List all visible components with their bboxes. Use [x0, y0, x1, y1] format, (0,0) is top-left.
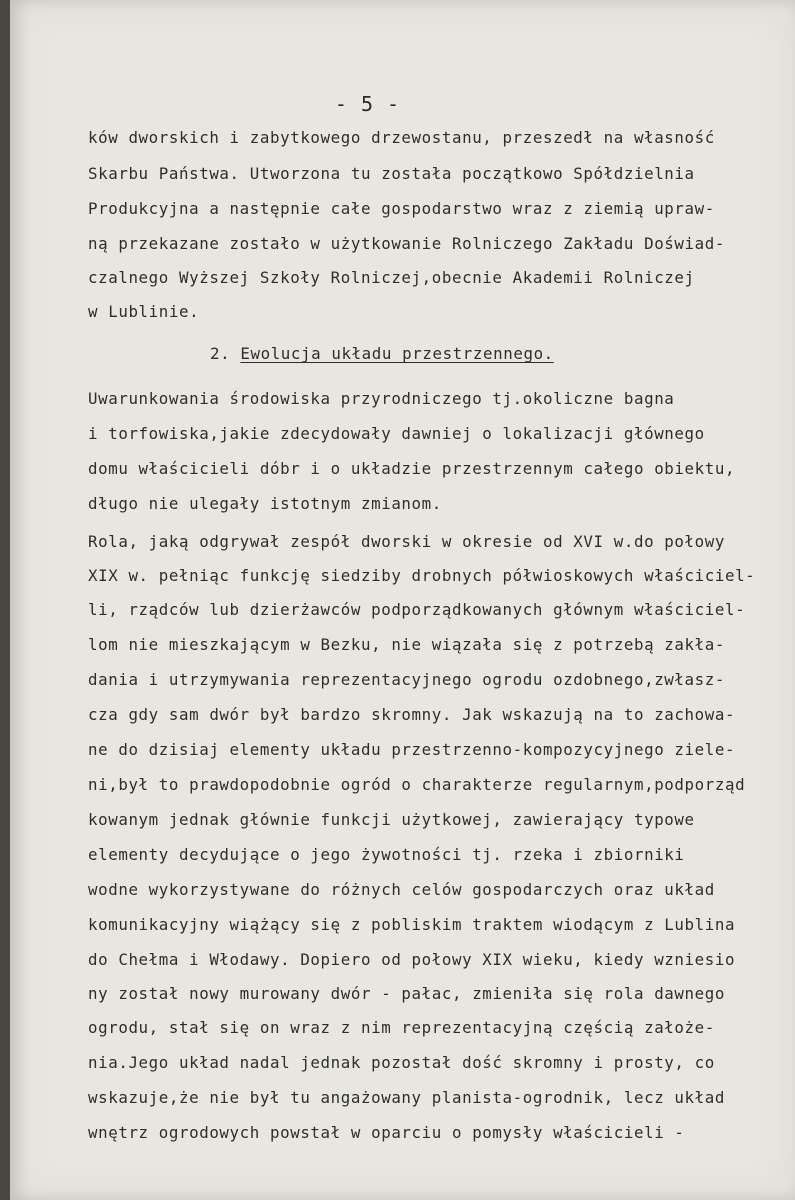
text-line: lom nie mieszkającym w Bezku, nie wiązała się z potrzebą zakła- [88, 635, 725, 654]
text-line: nia.Jego układ nadal jednak pozostał dość skromny i prosty, co [88, 1053, 715, 1072]
text-line: ni,był to prawdopodobnie ogród o charakterze regularnym,podporząd [88, 775, 746, 794]
text-line: dania i utrzymywania reprezentacyjnego ogrodu ozdobnego,zwłasz- [88, 670, 725, 689]
text-line: wodne wykorzystywane do różnych celów gospodarczych oraz układ [88, 880, 715, 899]
section-number: 2. [210, 344, 231, 363]
text-line: wnętrz ogrodowych powstał w oparciu o pomysły właścicieli - [88, 1123, 685, 1142]
text-line: ną przekazane zostało w użytkowanie Rolniczego Zakładu Doświad- [88, 234, 725, 253]
text-line: ków dworskich i zabytkowego drzewostanu, przeszedł na własność [88, 128, 715, 147]
section-title: Ewolucja układu przestrzennego. [240, 344, 554, 363]
text-line: długo nie ulegały istotnym zmianom. [88, 494, 442, 513]
text-line: w Lublinie. [88, 302, 200, 321]
text-line: li, rządców lub dzierżawców podporządkowanych głównym właściciel- [88, 600, 746, 619]
text-line: XIX w. pełniąc funkcję siedziby drobnych półwioskowych właściciel- [88, 566, 756, 585]
text-line: kowanym jednak głównie funkcji użytkowej, zawierający typowe [88, 810, 695, 829]
section-heading [210, 344, 554, 363]
text-line: Rola, jaką odgrywał zespół dworski w okresie od XVI w.do połowy [88, 532, 725, 551]
text-line: ne do dzisiaj elementy układu przestrzenno-kompozycyjnego ziele- [88, 740, 736, 759]
text-line: i torfowiska,jakie zdecydowały dawniej o lokalizacji głównego [88, 424, 705, 443]
text-line: czalnego Wyższej Szkoły Rolniczej,obecnie Akademii Rolniczej [88, 268, 695, 287]
text-line: Produkcyjna a następnie całe gospodarstwo wraz z ziemią upraw- [88, 199, 715, 218]
page-number: - 5 - [334, 92, 401, 116]
text-line: elementy decydujące o jego żywotności tj. rzeka i zbiorniki [88, 845, 685, 864]
text-line: Skarbu Państwa. Utworzona tu została początkowo Spółdzielnia [88, 164, 695, 183]
text-line: Uwarunkowania środowiska przyrodniczego tj.okoliczne bagna [88, 389, 675, 408]
text-line: domu właścicieli dóbr i o układzie przestrzennym całego obiektu, [88, 459, 736, 478]
text-line: cza gdy sam dwór był bardzo skromny. Jak wskazują na to zachowa- [88, 705, 736, 724]
text-line: wskazuje,że nie był tu angażowany planista-ogrodnik, lecz układ [88, 1088, 725, 1107]
document-page [10, 0, 795, 1200]
text-line: komunikacyjny wiążący się z pobliskim traktem wiodącym z Lublina [88, 915, 736, 934]
text-line: ogrodu, stał się on wraz z nim reprezentacyjną częścią założe- [88, 1018, 715, 1037]
text-line: ny został nowy murowany dwór - pałac, zmieniła się rola dawnego [88, 984, 725, 1003]
text-line: do Chełma i Włodawy. Dopiero od połowy XIX wieku, kiedy wzniesio [88, 950, 736, 969]
